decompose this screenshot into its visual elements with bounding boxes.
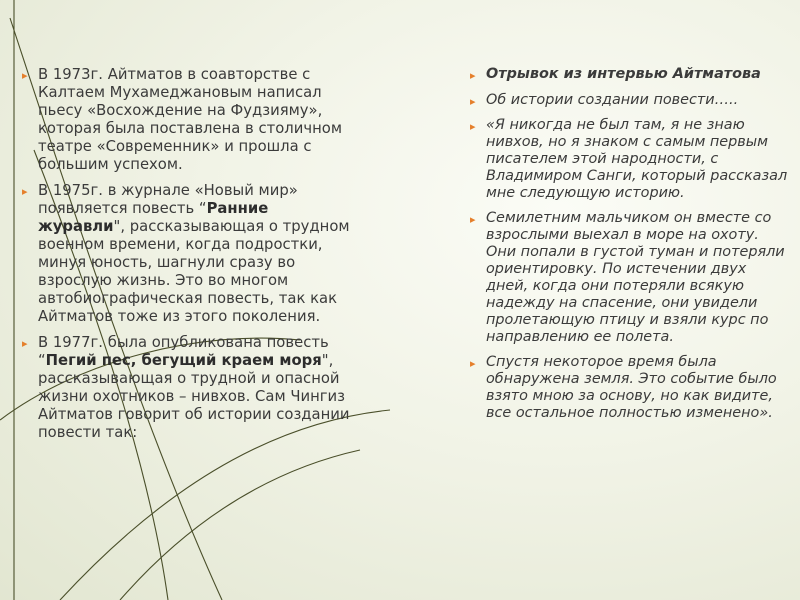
work-title: Пегий пес, бегущий краем моря bbox=[45, 352, 322, 369]
right-column bbox=[470, 66, 790, 430]
paragraph-text-pre: В 1975г. в журнале «Новый мир» появляется повесть “ bbox=[38, 182, 298, 217]
bullet-icon: ▸ bbox=[470, 357, 476, 370]
paragraph-text: Семилетним мальчиком он вместе со взрослыми выехал в море на охоту. Они попали в густой туман и потеряли ориентировку. По истечении двух дней, когда они потеряли всякую надежду на спасение, они увидели пролетающую птицу и взяли курс по направлению ее полета. bbox=[486, 210, 785, 345]
paragraph-text: Об истории создании повести….. bbox=[486, 92, 739, 108]
bullet-icon: ▸ bbox=[470, 213, 476, 226]
bullet-icon: ▸ bbox=[470, 95, 476, 108]
interview-heading bbox=[470, 66, 790, 83]
paragraph-text-post: ", рассказывающая о трудной и опасной жизни охотников – нивхов. Сам Чингиз Айтматов говорит об истории создании повести так: bbox=[38, 352, 350, 441]
bullet-icon: ▸ bbox=[22, 337, 28, 350]
left-paragraph-1973 bbox=[22, 66, 360, 174]
right-paragraph bbox=[470, 354, 790, 422]
left-paragraph-1975 bbox=[22, 182, 360, 326]
paragraph-text-pre: В 1977г. была опубликована повесть “ bbox=[38, 334, 329, 369]
paragraph-text: «Я никогда не был там, я не знаю нивхов, но я знаком с самым первым писателем этой народности, с Владимиром Санги, который рассказал мне следующую историю. bbox=[486, 117, 788, 201]
heading-text: Отрывок из интервью Айтматова bbox=[486, 66, 761, 82]
right-paragraph bbox=[470, 92, 790, 109]
bullet-icon: ▸ bbox=[22, 185, 28, 198]
bullet-icon: ▸ bbox=[470, 69, 476, 82]
bullet-icon: ▸ bbox=[22, 69, 28, 82]
work-title: Ранние журавли bbox=[38, 200, 269, 235]
right-paragraph bbox=[470, 117, 790, 202]
bullet-icon: ▸ bbox=[470, 120, 476, 133]
left-column bbox=[22, 66, 360, 450]
paragraph-text-post: ", рассказывающая о трудном военном времени, когда подростки, минуя юность, шагнули сразу во взрослую жизнь. Это во многом автобиографическая повесть, так как Айтматов тоже из этого поколения. bbox=[38, 218, 350, 325]
left-paragraph-1977 bbox=[22, 334, 360, 442]
paragraph-text: В 1973г. Айтматов в соавторстве с Калтаем Мухамеджановым написал пьесу «Восхождение на Фудзияму», которая была поставлена в столичном театре «Современник» и прошла с большим успехом. bbox=[38, 66, 342, 173]
right-paragraph bbox=[470, 210, 790, 346]
paragraph-text: Спустя некоторое время была обнаружена земля. Это событие было взято мною за основу, но как видите, все остальное полностью изменено». bbox=[486, 354, 777, 421]
